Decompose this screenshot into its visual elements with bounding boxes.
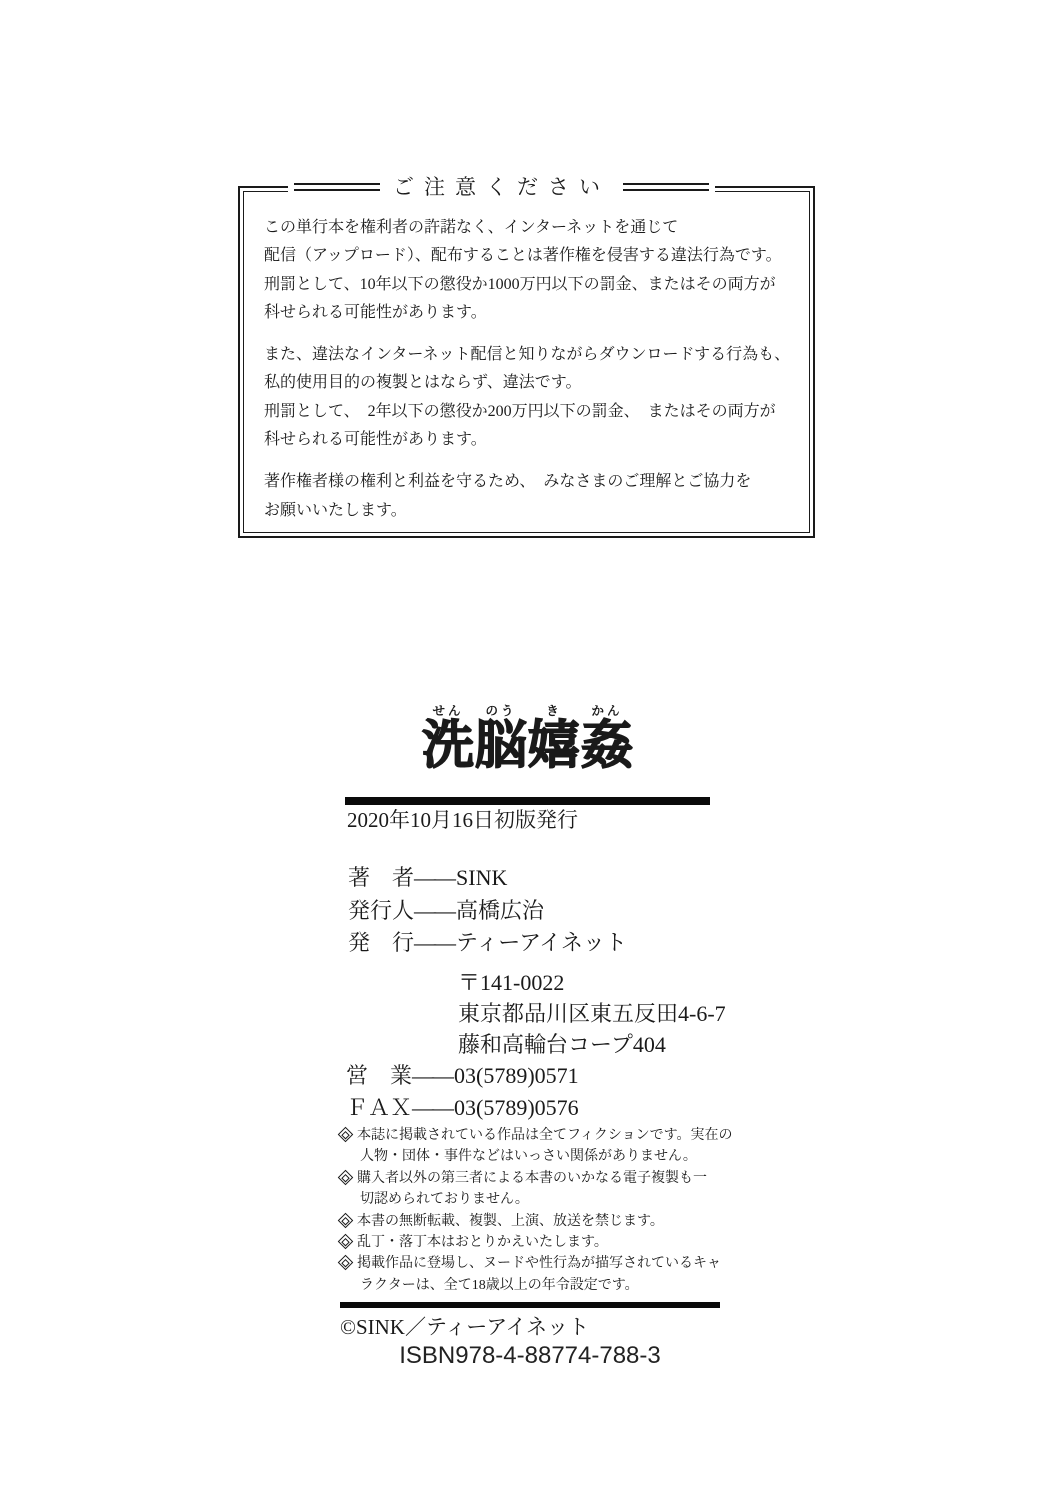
label-dash: —— — [412, 1094, 453, 1120]
notice-paragraph-upload — [264, 214, 791, 327]
edition-date: 2020年10月16日初版発行 — [347, 808, 578, 832]
footer-divider-bar — [340, 1302, 720, 1308]
copyright-notice-box — [238, 175, 815, 538]
notice-body — [244, 192, 809, 532]
address-line: 藤和高輪台コープ404 — [458, 1032, 666, 1057]
label-dash: —— — [414, 865, 455, 890]
notice-line: 配信（アップロード）、配布することは著作権を侵害する違法行為です。 — [264, 247, 782, 265]
copyright-line: ©SINK／ティーアイネット — [340, 1315, 590, 1339]
row-value: ティーアイネット — [456, 930, 627, 955]
note-text: 乱丁・落丁本はおとりかえいたします。 — [357, 1235, 608, 1251]
legend-rule-left — [294, 183, 380, 191]
colophon-row-publisher-person — [348, 895, 627, 928]
note-text: 本誌に掲載されている作品は全てフィクションです。実在の — [357, 1128, 733, 1143]
row-label: 著 者 — [348, 865, 415, 890]
row-value: 高橋広治 — [456, 897, 545, 923]
note-text: 本書の無断転載、複製、上演、放送を禁じます。 — [357, 1213, 664, 1229]
book-title-ruby — [422, 704, 633, 775]
double-diamond-bullet-icon — [338, 1170, 354, 1186]
label-dash: —— — [414, 930, 455, 955]
double-diamond-bullet-icon — [338, 1127, 354, 1143]
contact-row-fax — [346, 1092, 579, 1124]
furigana-text: かん — [591, 704, 623, 718]
row-label: 発行人 — [348, 897, 415, 923]
notice-line: お願いいたします。 — [264, 501, 407, 519]
row-value: 03(5789)0571 — [454, 1063, 579, 1088]
row-value: 03(5789)0576 — [454, 1094, 579, 1120]
title-char — [528, 704, 580, 775]
notice-line: 科せられる可能性があります。 — [264, 431, 487, 449]
contact-rows — [346, 1060, 579, 1123]
notice-line: 科せられる可能性があります。 — [264, 303, 487, 321]
address-line: 東京都品川区東五反田4-6-7 — [458, 1001, 726, 1026]
notice-line: 著作権者様の権利と利益を守るため、 みなさまのご理解とご協力を — [264, 473, 752, 491]
title-char — [581, 704, 633, 775]
note-text: 掲載作品に登場し、ヌードや性行為が描写されているキャ — [357, 1256, 721, 1272]
furigana-text: のう — [485, 704, 517, 718]
row-value: SINK — [456, 865, 508, 890]
label-dash: —— — [412, 1063, 453, 1088]
row-label: ＦＡＸ — [346, 1094, 413, 1120]
notice-title: ご注意ください — [393, 175, 610, 199]
title-char — [475, 704, 527, 775]
notice-paragraph-download — [264, 341, 791, 454]
title-kanji: 姦 — [581, 718, 634, 775]
colophon-rows — [348, 862, 627, 960]
notice-line: 私的使用目的の複製とはならず、違法です。 — [264, 374, 582, 392]
notice-line: また、違法なインターネット配信と知りながらダウンロードする行為も、 — [264, 346, 791, 364]
note-text: 人物・団体・事件などはいっさい関係がありません。 — [360, 1149, 697, 1165]
title-char — [422, 704, 474, 775]
note-item — [338, 1211, 738, 1232]
note-item — [338, 1168, 738, 1211]
label-dash: —— — [414, 897, 455, 923]
postal-code: 〒141-0022 — [458, 970, 565, 995]
title-kanji: 嬉 — [528, 718, 581, 775]
notice-line: この単行本を権利者の許諾なく、インターネットを通じて — [264, 219, 679, 236]
legend-rule-right — [623, 183, 709, 191]
row-label: 営 業 — [346, 1063, 413, 1088]
note-text: 購入者以外の第三者による本書のいかなる電子複製も一 — [357, 1170, 707, 1186]
title-kanji: 脳 — [474, 718, 527, 775]
double-diamond-bullet-icon — [338, 1212, 354, 1228]
double-diamond-bullet-icon — [338, 1255, 354, 1271]
note-item — [338, 1232, 738, 1253]
note-item — [338, 1125, 738, 1168]
furigana-text: き — [546, 704, 562, 718]
colophon-row-author — [348, 862, 627, 895]
furigana-text: せん — [432, 704, 464, 718]
title-kanji: 洗 — [421, 718, 474, 775]
row-label: 発 行 — [348, 930, 415, 955]
notice-line: 刑罰として、10年以下の懲役か1000万円以下の罰金、またはその両方が — [264, 275, 776, 293]
notice-paragraph-cooperation — [264, 468, 791, 525]
isbn-number: ISBN978-4-88774-788-3 — [399, 1342, 661, 1369]
contact-row-sales — [346, 1060, 579, 1092]
note-item — [338, 1253, 738, 1296]
book-title — [345, 702, 710, 775]
legal-notes — [338, 1125, 738, 1296]
note-text: 切認められておりません。 — [360, 1192, 529, 1208]
title-divider-bar — [345, 797, 710, 805]
colophon-row-publisher-company — [348, 927, 627, 960]
publisher-address — [458, 967, 726, 1060]
double-diamond-bullet-icon — [338, 1234, 354, 1250]
note-text: ラクターは、全て18歳以上の年令設定です。 — [360, 1277, 639, 1293]
notice-line: 刑罰として、 2年以下の懲役か200万円以下の罰金、 またはその両方が — [264, 402, 776, 420]
